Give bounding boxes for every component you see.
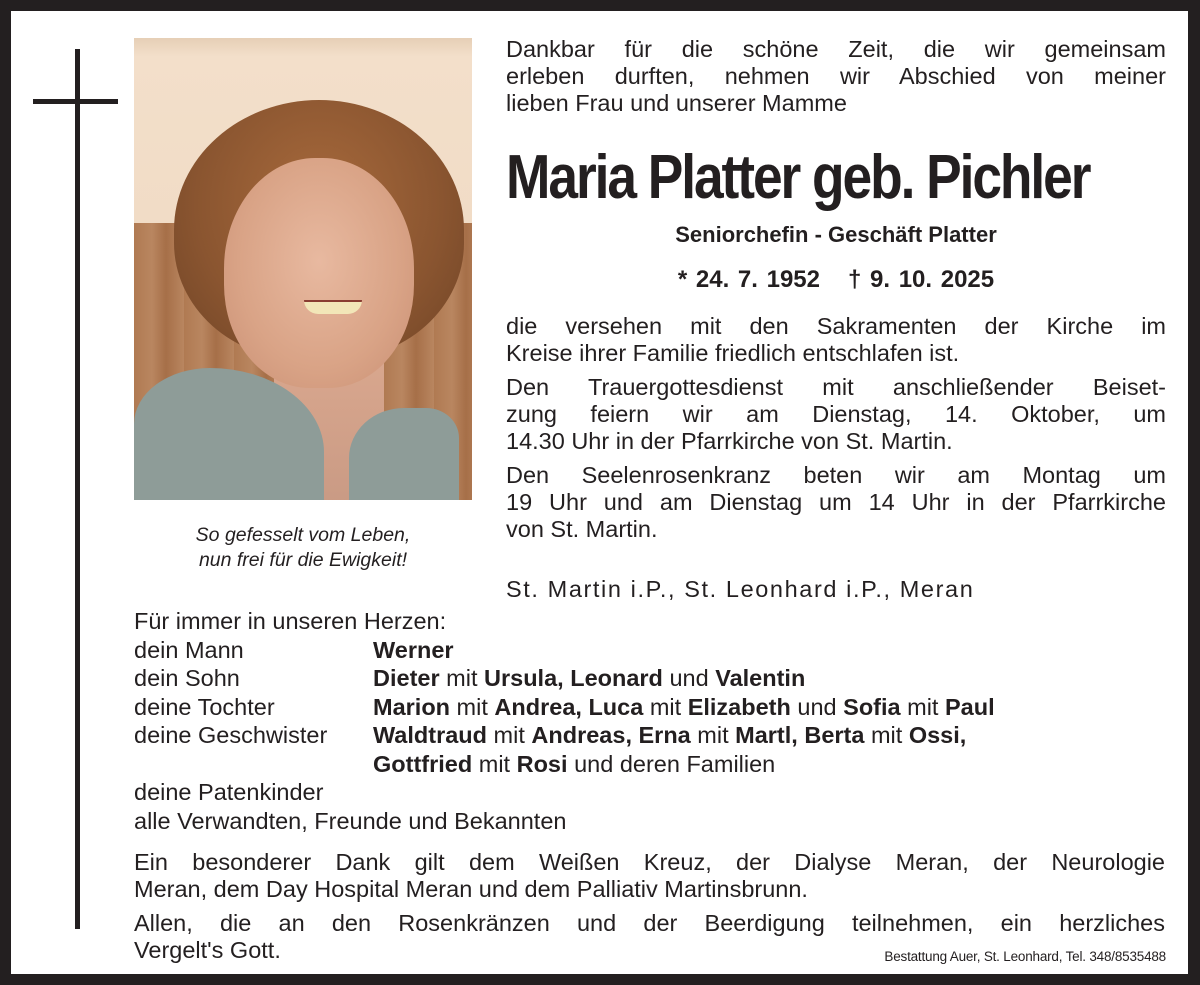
- family-row: [134, 750, 1134, 779]
- family-extra: alle Verwandten, Freunde und Bekannten: [134, 807, 567, 834]
- death-date: † 9. 10. 2025: [848, 266, 995, 293]
- paragraph: [506, 313, 1166, 367]
- intro-line: Dankbar für die schöne Zeit, die wir gemeinsam: [506, 36, 1166, 62]
- relative-names: Dieter mit Ursula, Leonard und Valentin: [373, 665, 806, 691]
- family-row: [134, 693, 1134, 722]
- text-line: 14.30 Uhr in der Pfarrkirche von St. Martin.: [506, 428, 953, 454]
- text-line: 19 Uhr und am Dienstag um 14 Uhr in der Pfarrkirche: [506, 489, 1166, 515]
- relation-label: deine Geschwister: [134, 722, 328, 748]
- cross-icon-bar: [33, 99, 118, 104]
- intro-line: lieben Frau und unserer Mamme: [506, 90, 847, 116]
- text-line: Den Seelenrosenkranz beten wir am Montag um: [506, 462, 1166, 488]
- family-list: [134, 607, 1134, 835]
- relative-names: Gottfried mit Rosi und deren Familien: [373, 750, 776, 777]
- deceased-name: Maria Platter geb. Pichler: [506, 143, 1090, 212]
- deceased-role: Seniorchefin - Geschäft Platter: [675, 222, 997, 247]
- text-line: Kreise ihrer Familie friedlich entschlafen ist.: [506, 340, 960, 366]
- relative-names: Werner: [373, 636, 454, 663]
- text-line: Vergelt's Gott.: [134, 937, 281, 963]
- relation-label: deine Tochter: [134, 693, 275, 720]
- relation-label: [134, 750, 373, 779]
- paragraph: [506, 374, 1166, 455]
- intro-text: [506, 36, 1166, 117]
- family-row: [134, 636, 1134, 665]
- intro-line: erleben durften, nehmen wir Abschied von meiner: [506, 63, 1166, 89]
- relative-names: Marion mit Andrea, Luca mit Elizabeth und Sofia mit Paul: [373, 693, 995, 720]
- text-line: Den Trauergottesdienst mit anschließender Beiset-: [506, 374, 1166, 400]
- family-row: [134, 664, 1134, 693]
- paragraph: [506, 462, 1166, 543]
- paragraph: [134, 849, 1165, 903]
- text-line: Ein besonderer Dank gilt dem Weißen Kreuz, der Dialyse Meran, der Neurologie: [134, 849, 1165, 875]
- text-line: von St. Martin.: [506, 516, 658, 542]
- funeral-home-credit: Bestattung Auer, St. Leonhard, Tel. 348/8535488: [884, 949, 1166, 964]
- photo-caption: [134, 523, 472, 573]
- family-heading: Für immer in unseren Herzen:: [134, 608, 447, 634]
- cross-icon: [75, 49, 80, 929]
- caption-line: So gefesselt vom Leben,: [195, 524, 411, 546]
- obituary-notice: [11, 11, 1188, 974]
- relation-label: dein Mann: [134, 636, 244, 663]
- life-dates: [506, 265, 1166, 295]
- relative-names: Waldtraud mit Andreas, Erna mit Martl, Berta mit Ossi,: [373, 722, 967, 748]
- family-extra: deine Patenkinder: [134, 779, 324, 805]
- portrait-photo: [134, 38, 472, 500]
- service-details: [506, 313, 1166, 550]
- text-line: die versehen mit den Sakramenten der Kirche im: [506, 313, 1166, 339]
- family-row: [134, 721, 1134, 750]
- text-line: Allen, die an den Rosenkränzen und der Beerdigung teilnehmen, ein herzliches: [134, 910, 1165, 936]
- places-line: St. Martin i.P., St. Leonhard i.P., Meran: [506, 576, 975, 602]
- caption-line: nun frei für die Ewigkeit!: [198, 549, 408, 571]
- relation-label: dein Sohn: [134, 665, 240, 691]
- birth-date: * 24. 7. 1952: [677, 266, 820, 293]
- text-line: Meran, dem Day Hospital Meran und dem Palliativ Martinsbrunn.: [134, 876, 808, 902]
- text-line: zung feiern wir am Dienstag, 14. Oktober, um: [506, 401, 1166, 427]
